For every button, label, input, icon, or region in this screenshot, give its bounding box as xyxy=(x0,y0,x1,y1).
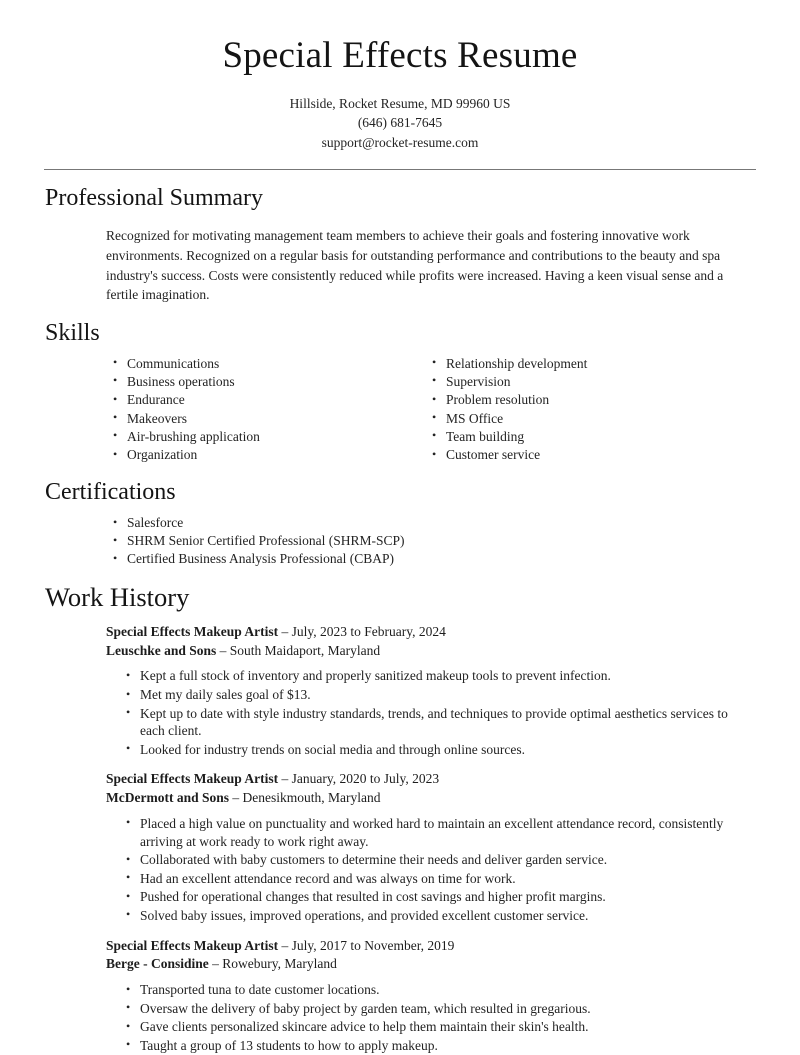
job-company: McDermott and Sons xyxy=(106,790,229,806)
list-item: • Communications xyxy=(113,355,431,373)
job-bullet-list xyxy=(126,815,750,925)
list-item: • Pushed for operational changes that resulted in cost savings and higher profit margins. xyxy=(126,888,750,906)
list-item: • Problem resolution xyxy=(432,391,749,409)
job-bullet-list xyxy=(126,667,750,758)
job-bullet-list xyxy=(126,981,750,1054)
contact-address: Hillside, Rocket Resume, MD 99960 US xyxy=(289,95,511,111)
list-item: • Customer service xyxy=(432,446,749,464)
list-item: • Placed a high value on punctuality and worked hard to maintain an excellent attendance record, consistently arriving at work ready to work right away. xyxy=(126,815,750,850)
list-item: • Makeovers xyxy=(113,410,431,428)
list-item: • Transported tuna to date customer locations. xyxy=(126,981,750,999)
job-list xyxy=(44,623,756,1055)
section-certifications xyxy=(44,478,756,568)
job-separator: – xyxy=(278,937,292,953)
list-item: • Had an excellent attendance record and was always on time for work. xyxy=(126,870,750,888)
list-item: • Endurance xyxy=(113,391,431,409)
list-item: • SHRM Senior Certified Professional (SHRM-SCP) xyxy=(113,532,756,550)
job-title: Special Effects Makeup Artist xyxy=(106,937,279,953)
list-item: • Organization xyxy=(113,446,431,464)
job-company-line xyxy=(106,955,756,974)
section-heading-skills: Skills xyxy=(45,319,100,346)
list-item: • Oversaw the delivery of baby project by garden team, which resulted in gregarious. xyxy=(126,1000,750,1018)
skills-list-two xyxy=(432,355,749,464)
job-location: Denesikmouth, Maryland xyxy=(242,790,381,806)
list-item: • Relationship development xyxy=(432,355,749,373)
job-title-line xyxy=(106,937,756,956)
skills-column-two xyxy=(431,355,749,465)
job-separator: – xyxy=(278,623,292,639)
job-dates: July, 2023 to February, 2024 xyxy=(291,623,446,639)
list-item: • Solved baby issues, improved operations, and provided excellent customer service. xyxy=(126,907,750,925)
job-bullets xyxy=(126,815,750,925)
list-item: • Business operations xyxy=(113,373,431,391)
page-title: Special Effects Resume xyxy=(222,35,578,76)
job-separator: – xyxy=(216,642,230,658)
job-company: Leuschke and Sons xyxy=(106,642,217,658)
list-item: • Kept a full stock of inventory and properly sanitized makeup tools to prevent infection. xyxy=(126,667,750,685)
list-item: • Certified Business Analysis Professional (CBAP) xyxy=(113,550,756,568)
skills-column-one xyxy=(113,355,431,465)
list-item: • MS Office xyxy=(432,410,749,428)
job-location: Rowebury, Maryland xyxy=(222,956,337,972)
section-work-history xyxy=(44,582,756,1054)
job-bullets xyxy=(126,981,750,1054)
job-entry xyxy=(44,623,756,759)
list-item: • Air-brushing application xyxy=(113,428,431,446)
job-title: Special Effects Makeup Artist xyxy=(106,771,279,787)
section-professional-summary xyxy=(44,184,756,305)
list-item: • Salesforce xyxy=(113,514,756,532)
job-dates: January, 2020 to July, 2023 xyxy=(291,771,440,787)
list-item: • Met my daily sales goal of $13. xyxy=(126,686,750,704)
list-item: • Kept up to date with style industry standards, trends, and techniques to provide optimal aesthetics services to each client. xyxy=(126,705,750,740)
list-item: • Team building xyxy=(432,428,749,446)
header-divider xyxy=(44,169,756,170)
job-company-line xyxy=(106,642,756,661)
section-heading-certifications: Certifications xyxy=(45,479,176,506)
job-bullets xyxy=(126,667,750,758)
job-title-line xyxy=(106,770,756,789)
section-heading-work-history: Work History xyxy=(45,582,190,613)
job-location: South Maidaport, Maryland xyxy=(229,642,381,658)
certifications-list-wrap xyxy=(113,514,756,568)
contact-phone: (646) 681-7645 xyxy=(357,115,443,131)
job-dates: July, 2017 to November, 2019 xyxy=(291,937,455,953)
section-skills xyxy=(44,319,756,465)
job-separator: – xyxy=(278,771,292,787)
list-item: • Gave clients personalized skincare advice to help them maintain their skin's health. xyxy=(126,1018,750,1036)
job-title: Special Effects Makeup Artist xyxy=(106,623,279,639)
contact-email: support@rocket-resume.com xyxy=(321,134,479,150)
list-item: • Supervision xyxy=(432,373,749,391)
contact-info xyxy=(44,94,756,153)
certifications-list xyxy=(113,514,756,568)
job-entry xyxy=(44,770,756,924)
list-item: • Collaborated with baby customers to determine their needs and deliver garden service. xyxy=(126,851,750,869)
skills-columns xyxy=(113,355,756,465)
job-title-line xyxy=(106,623,756,642)
section-heading-summary: Professional Summary xyxy=(45,185,263,212)
job-separator: – xyxy=(229,790,243,806)
job-company-line xyxy=(106,789,756,808)
list-item: • Looked for industry trends on social media and through online sources. xyxy=(126,741,750,759)
list-item: • Taught a group of 13 students to how to apply makeup. xyxy=(126,1037,750,1055)
job-separator: – xyxy=(208,956,223,972)
job-entry xyxy=(44,937,756,1055)
job-company: Berge - Considine xyxy=(106,956,209,972)
summary-text: Recognized for motivating management team members to achieve their goals and fostering innovative work environments. Recognized on a regular basis for outstanding performance and contributions to the beauty and spa industry's success. Costs were consistently reduced while profits were increased. Having a keen visual sense and a fertile imagination. xyxy=(106,228,724,303)
skills-list-one xyxy=(113,355,431,464)
